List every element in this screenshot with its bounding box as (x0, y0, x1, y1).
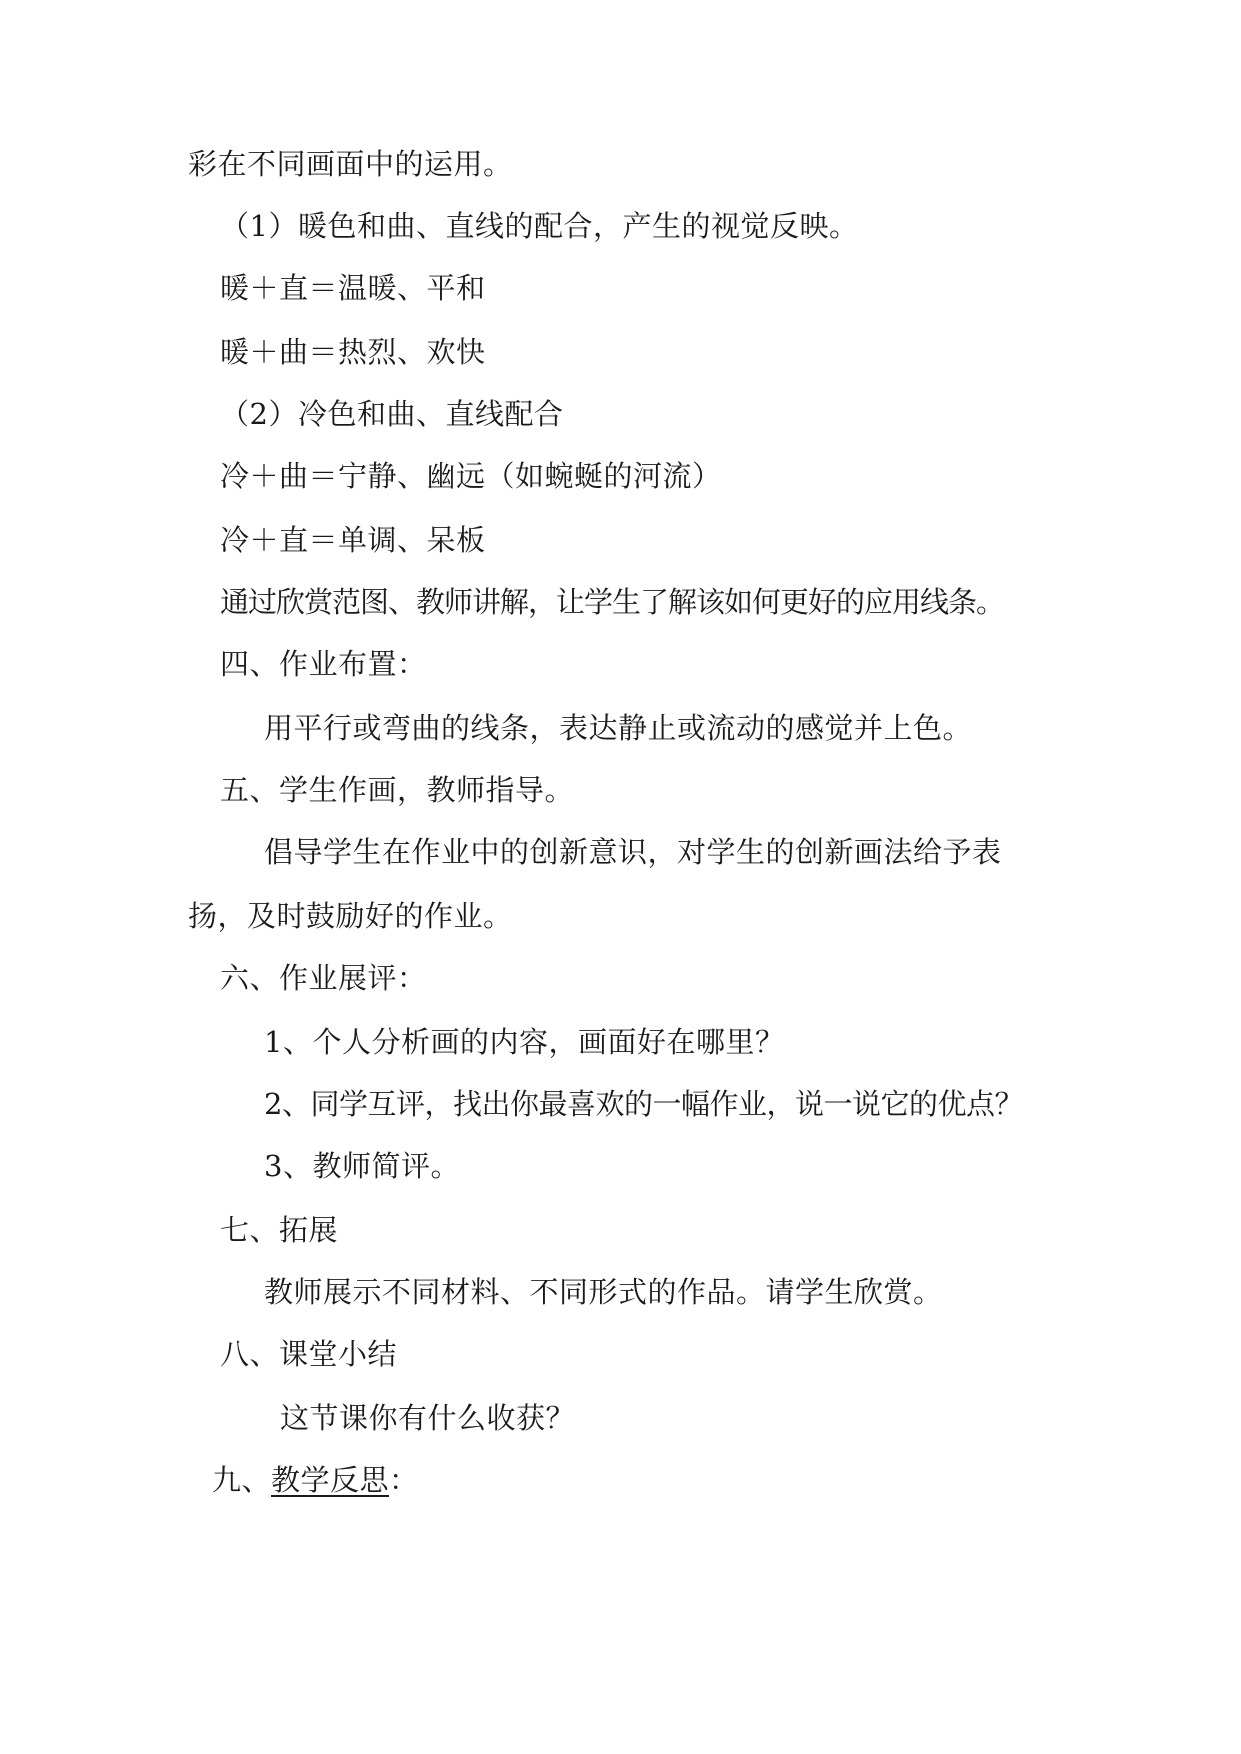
heading-prefix: 九、 (212, 1463, 272, 1497)
text-line: 冷＋曲＝宁静、幽远（如蜿蜒的河流） (220, 459, 722, 493)
section-heading: 六、作业展评： (220, 961, 427, 995)
text-line: 彩在不同画面中的运用。 (188, 147, 513, 181)
text-line: 这节课你有什么收获？ (280, 1401, 576, 1435)
section-heading: 七、拓展 (220, 1213, 339, 1247)
text-line: 冷＋直＝单调、呆板 (220, 523, 486, 557)
text-line: 暖＋直＝温暖、平和 (220, 271, 486, 305)
text-line: 用平行或弯曲的线条，表达静止或流动的感觉并上色。 (264, 711, 973, 745)
list-item: 1、个人分析画的内容，画面好在哪里？ (264, 1025, 785, 1059)
text-line: （2）冷色和曲、直线配合 (220, 397, 564, 431)
text-line: 教师展示不同材料、不同形式的作品。请学生欣赏。 (264, 1275, 943, 1309)
text-line: 暖＋曲＝热烈、欢快 (220, 335, 486, 369)
text-line: （1）暖色和曲、直线的配合，产生的视觉反映。 (220, 209, 859, 243)
section-heading: 五、学生作画，教师指导。 (220, 773, 575, 807)
section-heading: 四、作业布置： (220, 647, 427, 681)
text-line: 扬，及时鼓励好的作业。 (188, 899, 513, 933)
section-heading: 八、课堂小结 (220, 1337, 398, 1371)
section-heading (212, 1460, 419, 1500)
text-line: 通过欣赏范图、教师讲解，让学生了解该如何更好的应用线条。 (220, 585, 1005, 619)
heading-suffix: ： (389, 1463, 419, 1497)
underlined-heading-text: 教学反思 (271, 1463, 390, 1497)
list-item: 2、同学互评，找出你最喜欢的一幅作业，说一说它的优点？ (264, 1087, 1023, 1121)
text-line: 倡导学生在作业中的创新意识，对学生的创新画法给予表 (264, 835, 1002, 869)
list-item: 3、教师简评。 (264, 1149, 460, 1183)
